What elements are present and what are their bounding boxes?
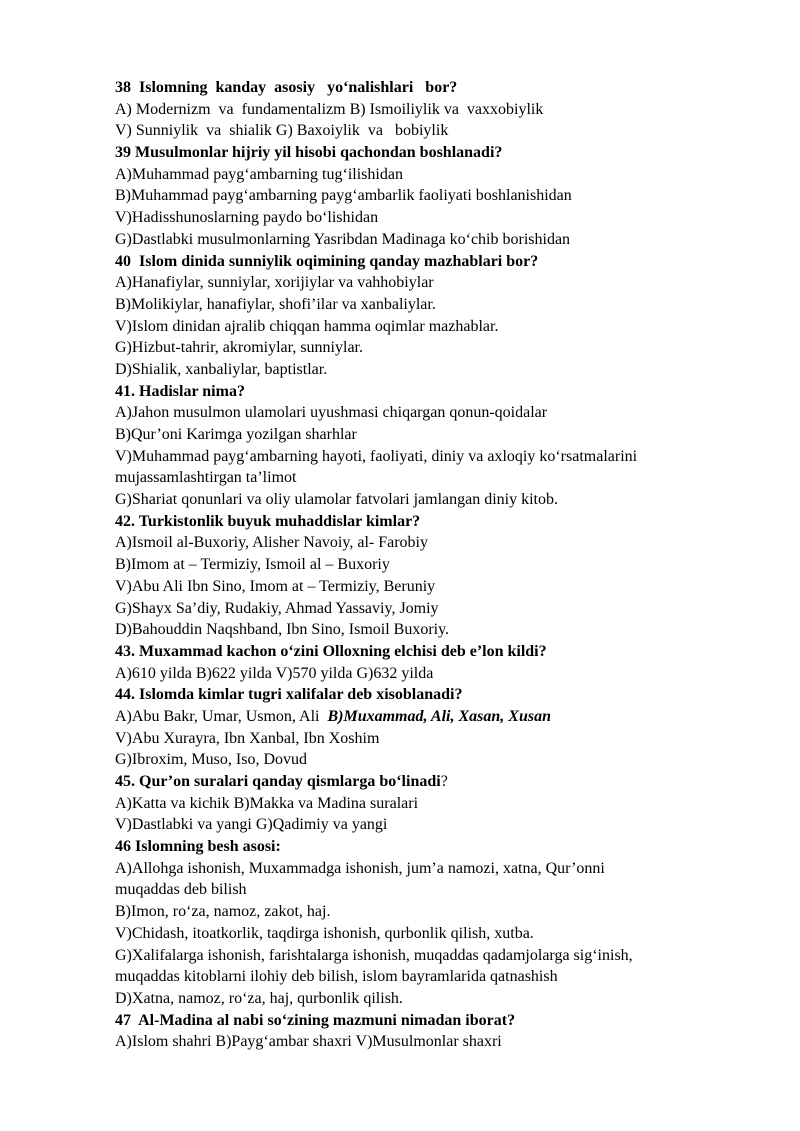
question-40-answer-d: D)Shialik, xanbaliylar, baptistlar. (115, 360, 328, 378)
question-44-answer-g: G)Ibroxim, Muso, Iso, Dovud (115, 751, 307, 769)
question-39-title: 39 Musulmonlar hijriy yil hisobi qachondan boshlanadi? (115, 144, 503, 162)
question-40-answer-b: B)Molikiylar, hanafiylar, shofi’ilar va xanbaliylar. (115, 295, 436, 313)
question-40-answer-a: A)Hanafiylar, sunniylar, xorijiylar va vahhobiylar (115, 274, 434, 292)
question-43-answers: A)610 yilda B)622 yilda V)570 yilda G)632 yilda (115, 664, 434, 682)
question-46-answer-g: G)Xalifalarga ishonish, farishtalarga ishonish, muqaddas qadamjolarga sig‘inish, (115, 946, 633, 964)
document-page (115, 77, 745, 1053)
question-46-title: 46 Islomning besh asosi: (115, 838, 281, 856)
question-46-answer-a-continued: muqaddas deb bilish (115, 881, 247, 899)
question-38-title: 38 Islomning kanday asosiy yo‘nalishlari bor? (115, 79, 458, 96)
question-45-title-text: 45. Qur’on suralari qanday qismlarga bo‘linadi (115, 773, 441, 790)
question-42-answer-g: G)Shayx Sa’diy, Rudakiy, Ahmad Yassaviy, Jomiy (115, 599, 439, 617)
question-40-title: 40 Islom dinida sunniylik oqimining qanday mazhablari bor? (115, 252, 539, 270)
question-46-answer-b: B)Imon, ro‘za, namoz, zakot, haj. (115, 903, 331, 921)
question-42-answer-v: V)Abu Ali Ibn Sino, Imom at – Termiziy, Beruniy (115, 577, 436, 595)
question-46-answer-a: A)Allohga ishonish, Muxammadga ishonish, jum’a namozi, xatna, Qur’onni (115, 859, 605, 877)
question-47-answers: A)Islom shahri B)Payg‘ambar shaxri V)Musulmonlar shaxri (115, 1033, 502, 1051)
question-46-answer-d: D)Xatna, namoz, ro‘za, haj, qurbonlik qilish. (115, 989, 403, 1007)
question-41-answer-g: G)Shariat qonunlari va oliy ulamolar fatvolari jamlangan diniy kitob. (115, 491, 558, 509)
question-42-answer-b: B)Imom at – Termiziy, Ismoil al – Buxoriy (115, 556, 390, 574)
question-38-answer-line: V) Sunniylik va shialik G) Baxoiylik va bobiylik (115, 122, 449, 140)
question-45-answers-v-g: V)Dastlabki va yangi G)Qadimiy va yangi (115, 816, 388, 834)
question-39-answer-a: A)Muhammad payg‘ambarning tug‘ilishidan (115, 165, 403, 183)
question-41-title: 41. Hadislar nima? (115, 382, 245, 400)
question-46-answer-v: V)Chidash, itoatkorlik, taqdirga ishonish, qurbonlik qilish, xutba. (115, 924, 534, 942)
question-42-title: 42. Turkistonlik buyuk muhaddislar kimlar? (115, 512, 421, 530)
question-44-answers-a-b (115, 706, 745, 728)
question-38-answer-line: A) Modernizm va fundamentalizm B) Ismoiliylik va vaxxobiylik (115, 100, 544, 118)
question-41-answer-b: B)Qur’oni Karimga yozilgan sharhlar (115, 426, 357, 443)
question-46-answer-g-continued: muqaddas kitoblarni ilohiy deb bilish, islom bayramlarida qatnashish (115, 968, 558, 986)
question-41-answer-a: A)Jahon musulmon ulamolari uyushmasi chiqargan qonun-qoidalar (115, 404, 548, 422)
question-40-answer-g: G)Hizbut-tahrir, akromiylar, sunniylar. (115, 339, 363, 357)
question-45-answers-a-b: A)Katta va kichik B)Makka va Madina suralari (115, 794, 419, 812)
question-47-title: 47 Al-Madina al nabi so‘zining mazmuni nimadan iborat? (115, 1011, 516, 1029)
question-42-answer-d: D)Bahouddin Naqshband, Ibn Sino, Ismoil Buxoriy. (115, 621, 450, 639)
question-41-answer-v-continued: mujassamlashtirgan ta’limot (115, 469, 297, 487)
question-44-title: 44. Islomda kimlar tugri xalifalar deb xisoblanadi? (115, 686, 463, 704)
question-44-answer-v: V)Abu Xurayra, Ibn Xanbal, Ibn Xoshim (115, 729, 380, 747)
question-39-answer-v: V)Hadisshunoslarning paydo bo‘lishidan (115, 209, 379, 227)
question-42-answer-a: A)Ismoil al-Buxoriy, Alisher Navoiy, al- Farobiy (115, 534, 428, 552)
question-44-answer-b-emphasized: B)Muxammad, Ali, Xasan, Xusan (327, 707, 551, 725)
question-45-title (115, 771, 745, 793)
question-39-answer-g: G)Dastlabki musulmonlarning Yasribdan Madinaga ko‘chib borishidan (115, 230, 571, 248)
question-39-answer-b: B)Muhammad payg‘ambarning payg‘ambarlik faoliyati boshlanishidan (115, 187, 572, 205)
question-45-title-mark: ? (440, 773, 448, 790)
question-43-title: 43. Muxammad kachon o‘zini Olloxning elchisi deb e’lon kildi? (115, 642, 547, 660)
question-40-answer-v: V)Islom dinidan ajralib chiqqan hamma oqimlar mazhablar. (115, 317, 499, 335)
question-41-answer-v: V)Muhammad payg‘ambarning hayoti, faoliyati, diniy va axloqiy ko‘rsatmalarini (115, 447, 638, 465)
question-44-answer-a: A)Abu Bakr, Umar, Usmon, Ali (115, 707, 328, 725)
